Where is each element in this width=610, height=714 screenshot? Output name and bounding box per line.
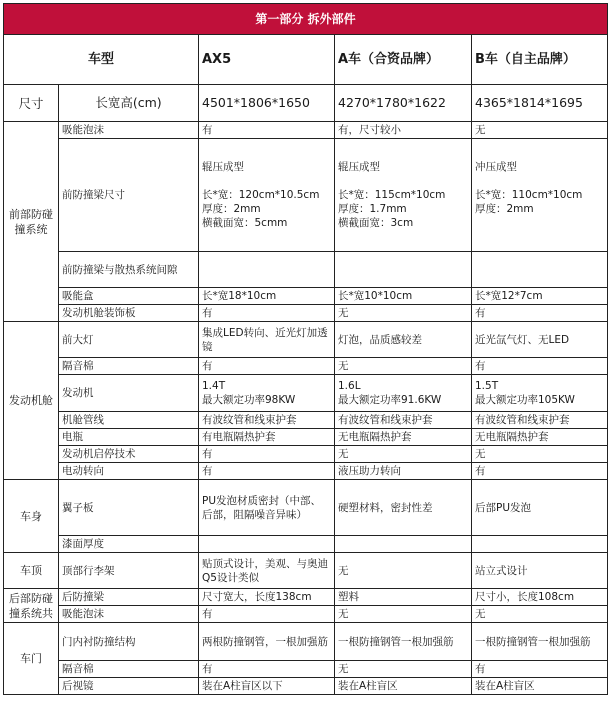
table-row — [4, 85, 608, 122]
cell-car-b: 装在A柱盲区 — [472, 678, 608, 695]
title-row — [4, 4, 608, 35]
cell-ax5: 有 — [199, 305, 335, 322]
cell-ax5: 集成LED转向、近光灯加透镜 — [199, 322, 335, 358]
row-label: 漆面厚度 — [59, 536, 199, 553]
cell-ax5: 有 — [199, 661, 335, 678]
beam-process: 辊压成型 — [338, 161, 380, 173]
engine-power: 最大额定功率98KW — [202, 394, 296, 406]
cell-car-b: 有波纹管和线束护套 — [472, 412, 608, 429]
row-label: 电动转向 — [59, 463, 199, 480]
group-body: 车身 — [4, 480, 59, 553]
table-row — [4, 463, 608, 480]
table-row — [4, 623, 608, 661]
cell-car-b: 有 — [472, 305, 608, 322]
group-size: 尺寸 — [4, 85, 59, 122]
table-row — [4, 678, 608, 695]
group-roof: 车顶 — [4, 553, 59, 589]
row-label: 发动机 — [59, 375, 199, 412]
cell-car-b — [472, 139, 608, 252]
table-row — [4, 589, 608, 606]
cell-ax5: 有波纹管和线束护套 — [199, 412, 335, 429]
cell-car-b: 无 — [472, 122, 608, 139]
cell-car-a: 硬塑材料，密封性差 — [335, 480, 472, 536]
cell-car-b: 一根防撞钢管一根加强筋 — [472, 623, 608, 661]
cell-car-a: 无 — [335, 305, 472, 322]
cell-car-b: 长*宽12*7cm — [472, 288, 608, 305]
cell-car-b: 有 — [472, 463, 608, 480]
cell-car-a: 无 — [335, 661, 472, 678]
table-row — [4, 305, 608, 322]
table-row — [4, 322, 608, 358]
beam-section: 横截面宽：5cmm — [202, 217, 288, 229]
cell-car-a: 无 — [335, 358, 472, 375]
engine-power: 最大额定功率105KW — [475, 394, 575, 406]
cell-ax5: PU发泡材质密封（中部、后部，阻隔噪音异味） — [199, 480, 335, 536]
row-label: 后视镜 — [59, 678, 199, 695]
cell-car-a: 有，尺寸较小 — [335, 122, 472, 139]
row-label: 前防撞梁与散热系统间隙 — [59, 252, 199, 288]
cell-car-a: 有波纹管和线束护套 — [335, 412, 472, 429]
table-row — [4, 252, 608, 288]
beam-process: 冲压成型 — [475, 161, 517, 173]
row-label: 机舱管线 — [59, 412, 199, 429]
header-model: 车型 — [4, 35, 199, 85]
table-row — [4, 288, 608, 305]
cell-ax5: 有 — [199, 446, 335, 463]
cell-ax5 — [199, 536, 335, 553]
engine-displacement: 1.5T — [475, 380, 499, 392]
cell-car-a — [335, 536, 472, 553]
cell-car-b: 有 — [472, 661, 608, 678]
cell-car-b: 近光氙气灯、无LED — [472, 322, 608, 358]
header-ax5: AX5 — [199, 35, 335, 85]
cell-ax5: 有 — [199, 122, 335, 139]
table-row — [4, 606, 608, 623]
cell-car-a — [335, 252, 472, 288]
cell-ax5 — [199, 139, 335, 252]
cell-ax5 — [199, 252, 335, 288]
cell-car-b: 无电瓶隔热护套 — [472, 429, 608, 446]
beam-thickness: 厚度：2mm — [202, 203, 261, 215]
cell-car-b: 无 — [472, 606, 608, 623]
group-rear-bumper: 后部防碰撞系统共 — [4, 589, 59, 623]
cell-car-a: 长*宽10*10cm — [335, 288, 472, 305]
table-row — [4, 375, 608, 412]
row-label: 翼子板 — [59, 480, 199, 536]
table-row — [4, 412, 608, 429]
beam-section: 横截面宽：3cm — [338, 217, 414, 229]
cell-car-b: 有 — [472, 358, 608, 375]
row-label: 隔音棉 — [59, 661, 199, 678]
cell-car-b: 尺寸小，长度108cm — [472, 589, 608, 606]
beam-dims: 长*宽：110cm*10cm — [475, 189, 583, 201]
row-label: 前大灯 — [59, 322, 199, 358]
cell-ax5 — [199, 375, 335, 412]
cell-car-a: 无 — [335, 553, 472, 589]
header-row — [4, 35, 608, 85]
row-label: 电瓶 — [59, 429, 199, 446]
cell-ax5: 装在A柱盲区以下 — [199, 678, 335, 695]
header-car-b: B车（自主品牌） — [472, 35, 608, 85]
beam-thickness: 厚度：1.7mm — [338, 203, 407, 215]
section-title: 第一部分 拆外部件 — [4, 4, 608, 35]
engine-power: 最大额定功率91.6KW — [338, 394, 442, 406]
cell-ax5: 有电瓶隔热护套 — [199, 429, 335, 446]
beam-dims: 长*宽：120cm*10.5cm — [202, 189, 320, 201]
row-label: 门内衬防撞结构 — [59, 623, 199, 661]
beam-dims: 长*宽：115cm*10cm — [338, 189, 446, 201]
row-label: 吸能泡沫 — [59, 122, 199, 139]
cell-ax5: 尺寸宽大，长度138cm — [199, 589, 335, 606]
cell-car-a: 装在A柱盲区 — [335, 678, 472, 695]
cell-ax5: 有 — [199, 606, 335, 623]
table-row — [4, 536, 608, 553]
cell-car-b: 后部PU发泡 — [472, 480, 608, 536]
table-row — [4, 429, 608, 446]
table-row — [4, 122, 608, 139]
engine-displacement: 1.6L — [338, 380, 361, 392]
row-label: 吸能泡沫 — [59, 606, 199, 623]
cell-car-b: 站立式设计 — [472, 553, 608, 589]
group-engine-bay: 发动机舱 — [4, 322, 59, 480]
cell-car-a — [335, 375, 472, 412]
cell-car-a: 灯泡，品质感较差 — [335, 322, 472, 358]
cell-ax5: 贴顶式设计，美观、与奥迪Q5设计类似 — [199, 553, 335, 589]
row-label: 发动机启停技术 — [59, 446, 199, 463]
cell-car-a: 塑料 — [335, 589, 472, 606]
engine-displacement: 1.4T — [202, 380, 226, 392]
table-row — [4, 661, 608, 678]
cell-car-a: 液压助力转向 — [335, 463, 472, 480]
row-label: 吸能盒 — [59, 288, 199, 305]
cell-car-a: 无 — [335, 606, 472, 623]
cell-ax5: 两根防撞钢管，一根加强筋 — [199, 623, 335, 661]
cell-ax5: 4501*1806*1650 — [199, 85, 335, 122]
row-label: 隔音棉 — [59, 358, 199, 375]
row-label: 长宽高(cm) — [59, 85, 199, 122]
row-label: 前防撞梁尺寸 — [59, 139, 199, 252]
table-row — [4, 553, 608, 589]
table-row — [4, 358, 608, 375]
table-row — [4, 446, 608, 463]
row-label: 发动机舱装饰板 — [59, 305, 199, 322]
group-front-bumper: 前部防碰撞系统 — [4, 122, 59, 322]
cell-car-a — [335, 139, 472, 252]
cell-car-a: 一根防撞钢管一根加强筋 — [335, 623, 472, 661]
cell-car-b — [472, 252, 608, 288]
cell-ax5: 长*宽18*10cm — [199, 288, 335, 305]
cell-car-a: 4270*1780*1622 — [335, 85, 472, 122]
header-car-a: A车（合资品牌） — [335, 35, 472, 85]
cell-car-a: 无电瓶隔热护套 — [335, 429, 472, 446]
row-label: 后防撞梁 — [59, 589, 199, 606]
row-label: 顶部行李架 — [59, 553, 199, 589]
table-row — [4, 139, 608, 252]
cell-ax5: 有 — [199, 358, 335, 375]
cell-car-b: 4365*1814*1695 — [472, 85, 608, 122]
cell-car-b — [472, 375, 608, 412]
cell-car-a: 无 — [335, 446, 472, 463]
cell-car-b — [472, 536, 608, 553]
cell-ax5: 有 — [199, 463, 335, 480]
group-door: 车门 — [4, 623, 59, 695]
beam-process: 辊压成型 — [202, 161, 244, 173]
comparison-table — [3, 3, 608, 695]
beam-thickness: 厚度：2mm — [475, 203, 534, 215]
cell-car-b: 无 — [472, 446, 608, 463]
table-row — [4, 480, 608, 536]
